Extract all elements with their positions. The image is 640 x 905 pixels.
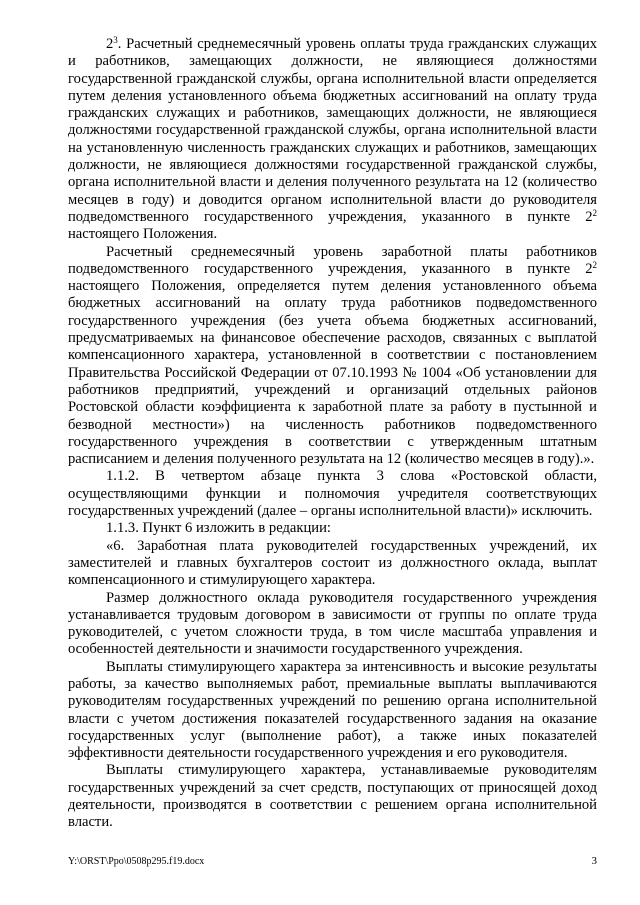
paragraph-6: Размер должностного оклада руководителя государственного учреждения устанавливается трудовым договором в зависимости от группы по оплате труда руководителей, с учетом сложности труда, в том числе масштаба управления и особенностей деятельности и значимости государственного учреждения. [68, 589, 597, 658]
paragraph-4: 1.1.3. Пункт 6 изложить в редакции: [106, 520, 331, 537]
paragraph-3: 1.1.2. В четвертом абзаце пункта 3 слова «Ростовской области, осуществляющими функции и полномочия учредителя соответствующих государственных учреждений (далее – органы исполнительной власти)» исключить. [68, 468, 597, 520]
paragraph-2: Расчетный среднемесячный уровень заработной платы работников подведомственного государственного учреждения, указанного в пункте $2^2$ настоящего Положения, определяется путем деления установленного объема бюджетных ассигнований на оплату труда работников подведомственного государственного учреждения (без учета объема бюджетных ассигнований, предусматриваемых на финансовое обеспечение расходов, связанных с выплатой компенсационного характера, установленной в соответствии с постановлением Правительства Российской Федерации от 07.10.1993 № 1004 «Об установлении для работников предприятий, учреждений и организаций отдельных районов Ростовской области коэффициента к заработной плате за работу в пустынной и безводной местности») на численность работников подведомственного государственного учреждения в соответствии с утвержденным штатным расписанием и деления полученного результата на 12 (количество месяцев в году).». [68, 243, 597, 468]
paragraph-8: Выплаты стимулирующего характера, устанавливаемые руководителям государственных учреждений за счет средств, поступающих от приносящей доход деятельности, производятся в соответствии с решением органа исполнительной власти. [68, 762, 597, 831]
footer-file-path: Y:\ORST\Ppo\0508p295.f19.docx [68, 856, 205, 867]
document-body [68, 36, 597, 832]
page-number: 3 [591, 855, 597, 867]
paragraph-5: «6. Заработная плата руководителей государственных учреждений, их заместителей и главных бухгалтеров состоит из должностного оклада, выплат компенсационного и стимулирующего характера. [68, 537, 597, 589]
paragraph-1: $2^3$. Расчетный среднемесячный уровень оплаты труда гражданских служащих и работников, замещающих должности, не являющиеся должностями государственной гражданской службы, органа исполнительной власти определяется путем деления установленного объема бюджетных ассигнований на оплату труда гражданских служащих и работников, замещающих должности, не являющиеся должностями государственной гражданской службы, органа исполнительной власти на установленную численность гражданских служащих и работников, замещающих должности, не являющиеся должностями государственной гражданской службы, органа исполнительной власти и деления полученного результата на 12 (количество месяцев в году) и доводится органом исполнительной власти до руководителя подведомственного государственного учреждения, указанного в пункте $2^2$ настоящего Положения. [68, 35, 597, 243]
paragraph-7: Выплаты стимулирующего характера за интенсивность и высокие результаты работы, за качество выполняемых работ, премиальные выплаты выплачиваются руководителям государственных учреждений по решению органа исполнительной власти с учетом достижения показателей государственного задания на оказание государственных услуг (выполнение работ), а также иных показателей эффективности деятельности государственного учреждения и его руководителя. [68, 658, 597, 762]
